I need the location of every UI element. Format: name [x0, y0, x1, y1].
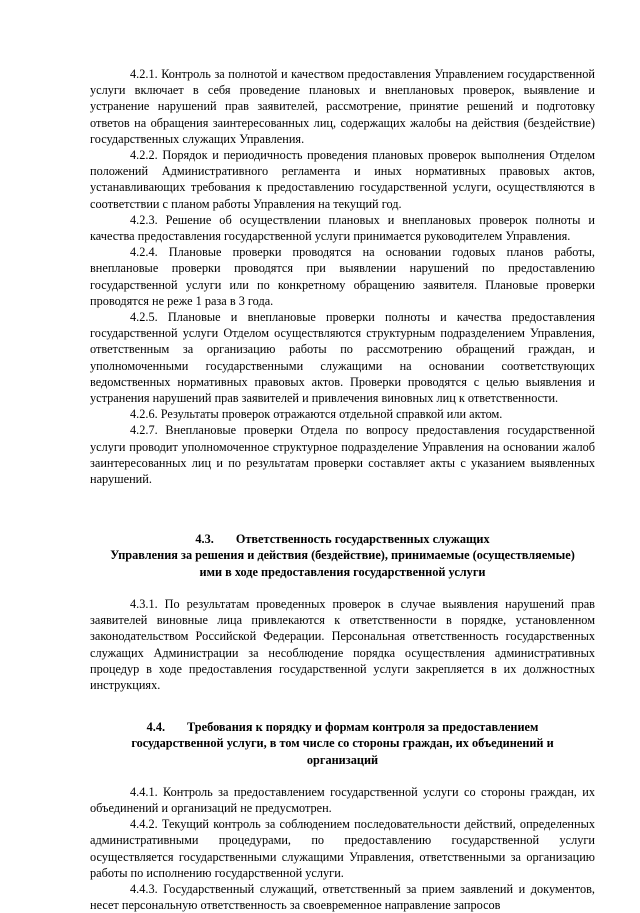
heading-4-4-title: Требования к порядку и формам контроля за предоставлением: [187, 720, 539, 735]
paragraph-4-4-3: 4.4.3. Государственный служащий, ответственный за прием заявлений и документов, несет персональную ответственность за своевременное направление запросов: [90, 881, 595, 913]
section-spacer: [90, 580, 595, 596]
paragraph-4-2-7: 4.2.7. Внеплановые проверки Отдела по вопросу предоставления государственной услуги проводит уполномоченное структурное подразделение Управления на основании жалоб заинтересованных лиц и по результатам проверки составляет акты с указанием выявленных нарушений.: [90, 423, 595, 487]
section-spacer: [90, 768, 595, 784]
section-heading-4-3: [90, 531, 595, 580]
paragraph-4-2-4: 4.2.4. Плановые проверки проводятся на основании годовых планов работы, внеплановые проверки проводятся при выявлении нарушений по предоставлению государственной услуги или по конкретному обращению заявителя. Плановые проверки проводятся не реже 1 раза в 3 года.: [90, 245, 595, 308]
heading-4-3-line3: ими в ходе предоставления государственной услуги: [199, 564, 486, 579]
section-heading-4-4: [90, 719, 595, 768]
heading-4-3-title: Ответственность государственных служащих: [235, 532, 490, 547]
section-spacer: [90, 487, 595, 531]
paragraph-4-2-1: 4.2.1. Контроль за полнотой и качеством предоставления Управлением государственной услуги включает в себя проведение плановых и внеплановых проверок, выявление и устранение нарушений прав заявителей, рассмотрение, принятие решений и подготовку ответов на обращения заинтересованных лиц, содержащих жалобы на действия (бездействие) государственных служащих Управления.: [90, 67, 595, 146]
paragraph-4-2-6: 4.2.6. Результаты проверок отражаются отдельной справкой или актом.: [130, 407, 503, 422]
heading-4-4-number: 4.4.: [146, 720, 166, 735]
paragraph-4-4-1: 4.4.1. Контроль за предоставлением государственной услуги со стороны граждан, их объединений и организаций не предусмотрен.: [90, 784, 595, 815]
document-page: [90, 66, 595, 913]
heading-4-3-line2: Управления за решения и действия (бездействие), принимаемые (осуществляемые): [110, 548, 575, 563]
heading-4-4-line1: [90, 719, 595, 735]
heading-4-4-line2: государственной услуги, в том числе со стороны граждан, их объединений и: [131, 736, 554, 751]
heading-4-3-line1: [90, 531, 595, 547]
heading-4-4-line3: организаций: [306, 752, 379, 767]
paragraph-4-2-2: 4.2.2. Порядок и периодичность проведения плановых проверок выполнения Отделом положений Административного регламента и иных нормативных правовых актов, устанавливающих требования к предоставлению государственной услуги, осуществляются в соответствии с планом работы Управления на текущий год.: [90, 148, 595, 211]
paragraph-4-4-2: 4.4.2. Текущий контроль за соблюдением последовательности действий, определенных административными процедурами, по предоставлению государственной услуги осуществляется государственными служащими Управления, ответственными за организацию работы по исполнению государственной услуги.: [90, 817, 595, 880]
paragraph-4-2-3: 4.2.3. Решение об осуществлении плановых и внеплановых проверок полноты и качества предоставления государственной услуги принимается руководителем Управления.: [90, 212, 595, 244]
paragraph-4-2-5: 4.2.5. Плановые и внеплановые проверки полноты и качества предоставления государственной услуги Отделом осуществляются структурным подразделением Управления, ответственным за организацию работы по рассмотрению обращений граждан, и уполномоченными государственными служащими на основании соответствующих ведомственных нормативных правовых актов. Проверки проводятся с целью выявления и устранения нарушений прав заявителей и привлечения виновных лиц к ответственности.: [90, 310, 595, 406]
paragraph-4-3-1: 4.3.1. По результатам проведенных проверок в случае выявления нарушений прав заявителей виновные лица привлекаются к ответственности в порядке, установленном законодательством Российской Федерации. Персональная ответственность государственных служащих Администрации за несоблюдение порядка осуществления административных процедур в ходе предоставления государственной услуги закрепляется в их должностных инструкциях.: [90, 596, 595, 692]
section-spacer: [90, 693, 595, 719]
heading-4-3-number: 4.3.: [195, 532, 214, 547]
